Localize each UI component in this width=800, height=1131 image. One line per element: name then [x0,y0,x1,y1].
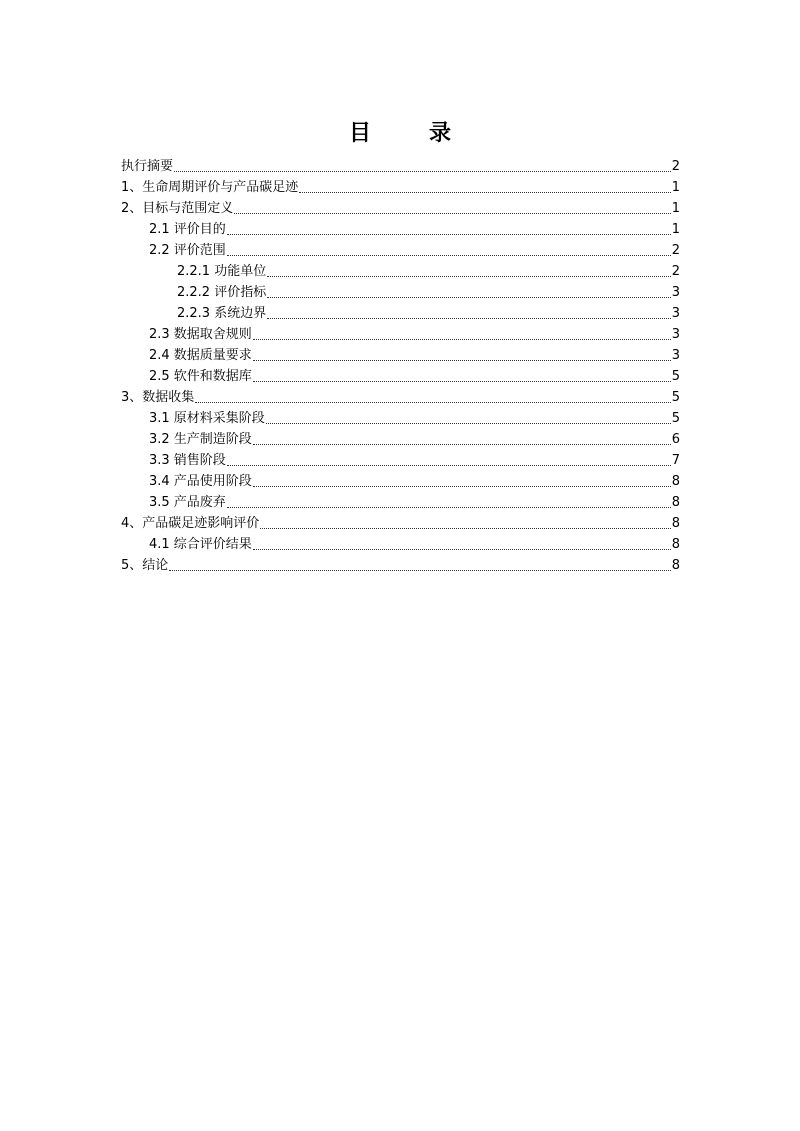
toc-entry-page-number: 1 [671,201,680,216]
toc-entry-page-number: 5 [671,390,680,405]
toc-entry[interactable] [121,260,680,281]
table-of-contents [121,155,680,575]
toc-entry-label: 3.3 销售阶段 [149,453,226,468]
toc-entry-page-number: 3 [671,306,680,321]
toc-entry-label: 3.2 生产制造阶段 [149,432,252,447]
toc-entry-label: 4、产品碳足迹影响评价 [121,516,260,531]
toc-entry[interactable] [121,365,680,386]
toc-entry-page-number: 8 [671,474,680,489]
toc-entry-label: 1、生命周期评价与产品碳足迹 [121,180,299,195]
toc-entry-page-number: 6 [671,432,680,447]
toc-entry-page-number: 3 [671,327,680,342]
toc-entry[interactable] [121,302,680,323]
toc-entry-label: 2.2.3 系统边界 [177,306,267,321]
toc-entry-label: 2.3 数据取舍规则 [149,327,252,342]
toc-entry[interactable] [121,344,680,365]
toc-entry-page-number: 3 [671,348,680,363]
toc-entry-label: 2.2.2 评价指标 [177,285,267,300]
toc-dot-leader [169,570,670,571]
toc-dot-leader [266,423,671,424]
toc-dot-leader [234,213,670,214]
toc-entry[interactable] [121,386,680,407]
toc-entry-page-number: 7 [671,453,680,468]
toc-dot-leader [195,402,670,403]
toc-entry-page-number: 2 [671,243,680,258]
toc-entry-label: 2、目标与范围定义 [121,201,234,216]
toc-dot-leader [253,486,671,487]
toc-entry-page-number: 8 [671,516,680,531]
toc-dot-leader [267,276,671,277]
page-title: 目 录 [348,121,469,146]
toc-entry[interactable] [121,281,680,302]
toc-dot-leader [253,360,671,361]
toc-entry[interactable] [121,428,680,449]
toc-entry[interactable] [121,449,680,470]
toc-dot-leader [267,297,671,298]
toc-entry-page-number: 2 [671,264,680,279]
toc-entry-page-number: 1 [671,222,680,237]
toc-entry[interactable] [121,533,680,554]
toc-entry-label: 3.5 产品废弃 [149,495,226,510]
toc-dot-leader [253,339,671,340]
toc-entry-page-number: 8 [671,495,680,510]
toc-entry-label: 5、结论 [121,558,169,573]
toc-dot-leader [267,318,671,319]
toc-entry-page-number: 5 [671,411,680,426]
toc-entry-label: 2.4 数据质量要求 [149,348,252,363]
toc-entry-label: 执行摘要 [121,159,174,174]
toc-entry-page-number: 8 [671,537,680,552]
toc-entry-label: 2.2 评价范围 [149,243,226,258]
toc-entry-page-number: 1 [671,180,680,195]
toc-entry[interactable] [121,239,680,260]
toc-entry-label: 2.5 软件和数据库 [149,369,252,384]
toc-entry-label: 3、数据收集 [121,390,195,405]
toc-entry-label: 2.1 评价目的 [149,222,226,237]
toc-entry-label: 3.1 原材料采集阶段 [149,411,265,426]
toc-entry-page-number: 5 [671,369,680,384]
toc-dot-leader [227,234,671,235]
toc-dot-leader [253,444,671,445]
toc-dot-leader [227,507,671,508]
toc-entry[interactable] [121,407,680,428]
toc-entry[interactable] [121,218,680,239]
toc-entry-label: 4.1 综合评价结果 [149,537,252,552]
toc-entry[interactable] [121,197,680,218]
toc-dot-leader [253,549,671,550]
toc-entry[interactable] [121,512,680,533]
toc-entry[interactable] [121,554,680,575]
toc-dot-leader [299,192,670,193]
toc-entry-label: 3.4 产品使用阶段 [149,474,252,489]
toc-dot-leader [260,528,670,529]
toc-entry[interactable] [121,176,680,197]
toc-entry-page-number: 3 [671,285,680,300]
toc-dot-leader [253,381,671,382]
toc-dot-leader [227,255,671,256]
toc-entry-label: 2.2.1 功能单位 [177,264,267,279]
toc-entry[interactable] [121,470,680,491]
toc-dot-leader [227,465,671,466]
toc-entry-page-number: 2 [671,159,680,174]
toc-entry[interactable] [121,491,680,512]
toc-entry[interactable] [121,155,680,176]
toc-dot-leader [174,171,671,172]
toc-entry[interactable] [121,323,680,344]
toc-entry-page-number: 8 [671,558,680,573]
